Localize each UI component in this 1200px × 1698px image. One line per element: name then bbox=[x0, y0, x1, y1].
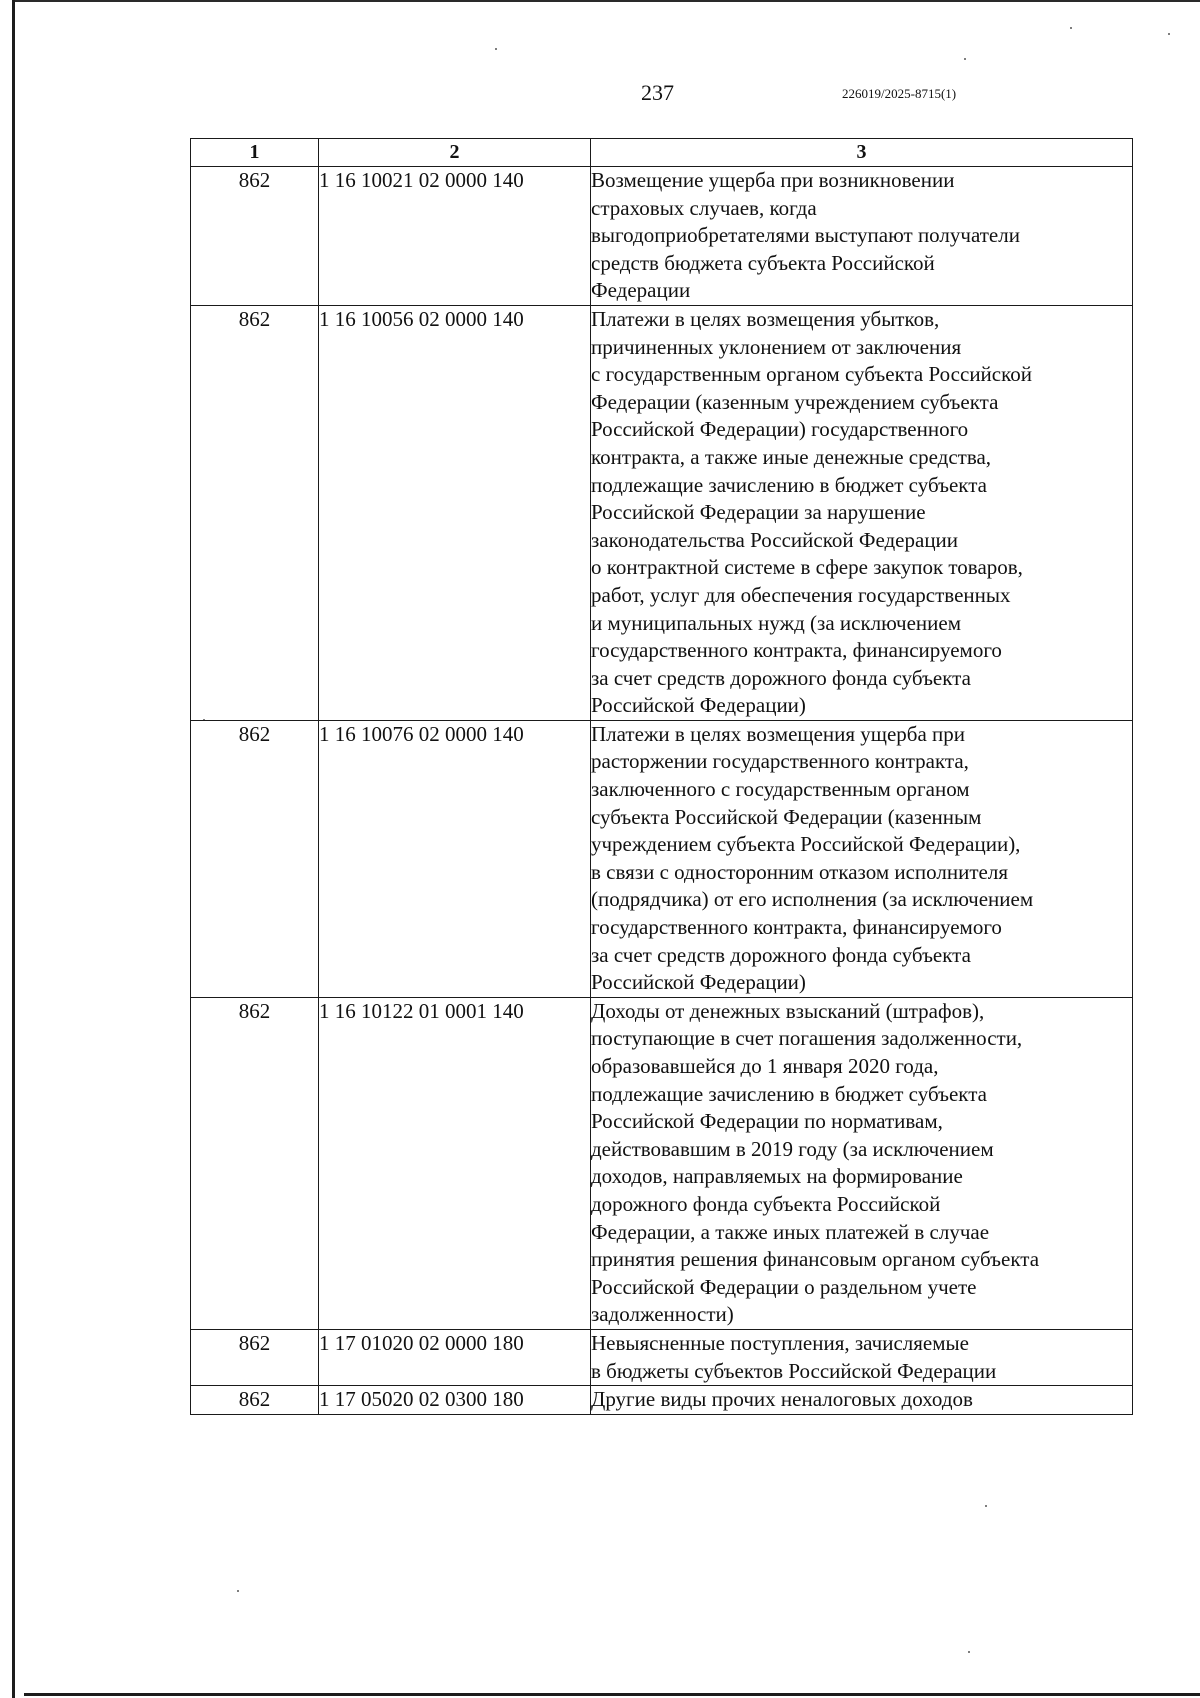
column-header-2: 2 bbox=[319, 139, 591, 167]
text-line: подлежащие зачислению в бюджет субъекта bbox=[591, 472, 987, 497]
scan-edge-top bbox=[14, 0, 1200, 2]
text-line: Другие виды прочих неналоговых доходов bbox=[591, 1387, 973, 1412]
text-line: действовавшим в 2019 году (за исключением bbox=[591, 1136, 994, 1161]
scan-speck bbox=[985, 1505, 987, 1507]
table-row bbox=[191, 1386, 1133, 1415]
document-id: 226019/2025-8715(1) bbox=[842, 86, 957, 101]
revenue-code-cell: 1 16 10021 02 0000 140 bbox=[319, 167, 591, 306]
scan-speck bbox=[237, 1590, 239, 1592]
table-row bbox=[191, 167, 1133, 306]
admin-code-cell: 862 bbox=[191, 167, 319, 306]
table-header-row bbox=[191, 139, 1133, 167]
admin-code-cell: 862 bbox=[191, 1386, 319, 1415]
text-line: средств бюджета субъекта Российской bbox=[591, 250, 935, 275]
text-line: за счет средств дорожного фонда субъекта bbox=[591, 665, 971, 690]
text-line: Российской Федерации) bbox=[591, 693, 806, 718]
revenue-name-cell bbox=[591, 720, 1133, 997]
revenue-code-cell: 1 16 10056 02 0000 140 bbox=[319, 305, 591, 720]
text-line: работ, услуг для обеспечения государственных bbox=[591, 582, 1011, 607]
revenue-name-cell bbox=[591, 997, 1133, 1329]
text-line: Российской Федерации) государственного bbox=[591, 417, 969, 442]
text-line: заключенного с государственным органом bbox=[591, 777, 970, 802]
admin-code-cell: 862 bbox=[191, 305, 319, 720]
column-header-1: 1 bbox=[191, 139, 319, 167]
text-line: в бюджеты субъектов Российской Федерации bbox=[591, 1358, 997, 1383]
revenue-code-cell: 1 16 10122 01 0001 140 bbox=[319, 997, 591, 1329]
text-line: подлежащие зачислению в бюджет субъекта bbox=[591, 1081, 987, 1106]
text-line: Возмещение ущерба при возникновении bbox=[591, 168, 955, 192]
text-line: поступающие в счет погашения задолженности, bbox=[591, 1026, 1023, 1051]
text-line: учреждением субъекта Российской Федерации), bbox=[591, 832, 1021, 857]
text-line: выгодоприобретателями выступают получатели bbox=[591, 223, 1020, 248]
text-line: и муниципальных нужд (за исключением bbox=[591, 610, 961, 635]
table-row bbox=[191, 997, 1133, 1329]
admin-code-cell: 862 bbox=[191, 1329, 319, 1385]
scan-speck bbox=[1070, 27, 1072, 29]
text-line: страховых случаев, когда bbox=[591, 195, 817, 220]
text-line: (подрядчика) от его исполнения (за исключением bbox=[591, 887, 1034, 912]
revenue-name-cell bbox=[591, 167, 1133, 306]
scan-speck bbox=[968, 1651, 970, 1653]
text-line: с государственным органом субъекта Российской bbox=[591, 362, 1032, 387]
text-line: контракта, а также иные денежные средства, bbox=[591, 444, 992, 469]
text-line: государственного контракта, финансируемого bbox=[591, 915, 1002, 940]
page-number: 237 bbox=[641, 80, 674, 105]
text-line: доходов, направляемых на формирование bbox=[591, 1164, 963, 1189]
revenue-code-cell: 1 17 05020 02 0300 180 bbox=[319, 1386, 591, 1415]
text-line: в связи с односторонним отказом исполнителя bbox=[591, 859, 1008, 884]
text-line: Платежи в целях возмещения ущерба при bbox=[591, 721, 966, 746]
text-line: причиненных уклонением от заключения bbox=[591, 334, 962, 359]
text-line: Невыясненные поступления, зачисляемые bbox=[591, 1330, 969, 1355]
text-line: Российской Федерации по нормативам, bbox=[591, 1109, 943, 1134]
admin-code-cell: 862 bbox=[191, 720, 319, 997]
text-line: государственного контракта, финансируемого bbox=[591, 638, 1002, 663]
text-line: Федерации, а также иных платежей в случае bbox=[591, 1219, 990, 1244]
text-line: Доходы от денежных взысканий (штрафов), bbox=[591, 998, 985, 1023]
text-line: Российской Федерации за нарушение bbox=[591, 500, 926, 525]
text-line: о контрактной системе в сфере закупок товаров, bbox=[591, 555, 1023, 580]
text-line: расторжении государственного контракта, bbox=[591, 749, 969, 774]
admin-code-cell: 862 bbox=[191, 997, 319, 1329]
text-line: Федерации bbox=[591, 278, 691, 303]
text-line: принятия решения финансовым органом субъекта bbox=[591, 1247, 1040, 1272]
text-line: образовавшейся до 1 января 2020 года, bbox=[591, 1054, 939, 1078]
revenue-code-cell: 1 17 01020 02 0000 180 bbox=[319, 1329, 591, 1385]
scan-speck bbox=[495, 48, 497, 50]
scan-speck bbox=[1168, 33, 1170, 35]
table-row bbox=[191, 720, 1133, 997]
text-line: Российской Федерации о раздельном учете bbox=[591, 1274, 977, 1299]
text-line: Платежи в целях возмещения убытков, bbox=[591, 306, 940, 331]
revenue-name-cell bbox=[591, 305, 1133, 720]
revenue-codes-table bbox=[190, 138, 1133, 1415]
text-line: законодательства Российской Федерации bbox=[591, 527, 959, 552]
text-line: Российской Федерации) bbox=[591, 970, 806, 995]
scan-edge-bottom bbox=[24, 1693, 1200, 1696]
scan-edge-left bbox=[12, 0, 15, 1698]
text-line: дорожного фонда субъекта Российской bbox=[591, 1191, 941, 1216]
column-header-3: 3 bbox=[591, 139, 1133, 167]
text-line: Федерации (казенным учреждением субъекта bbox=[591, 389, 999, 414]
table-row bbox=[191, 1329, 1133, 1385]
text-line: субъекта Российской Федерации (казенным bbox=[591, 804, 982, 829]
revenue-name-cell bbox=[591, 1329, 1133, 1385]
revenue-name-cell bbox=[591, 1386, 1133, 1415]
text-line: за счет средств дорожного фонда субъекта bbox=[591, 942, 971, 967]
text-line: задолженности) bbox=[591, 1302, 734, 1327]
scan-speck bbox=[964, 58, 966, 60]
table-row bbox=[191, 305, 1133, 720]
revenue-code-cell: 1 16 10076 02 0000 140 bbox=[319, 720, 591, 997]
